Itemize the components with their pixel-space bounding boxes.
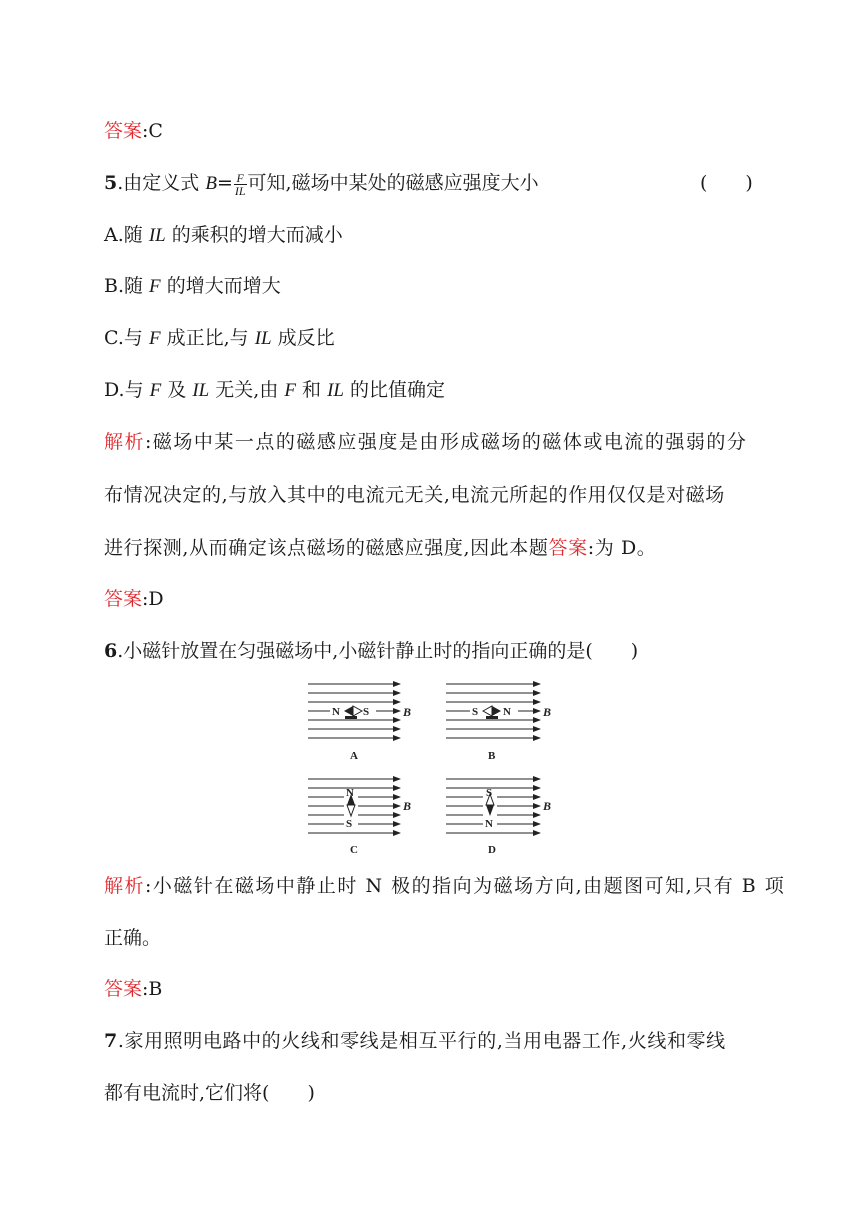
pole-label: S	[486, 787, 493, 799]
analysis-sep: :	[145, 431, 153, 453]
field-label: B	[403, 705, 412, 719]
field-label: B	[543, 799, 552, 813]
answer-label: 答案	[548, 537, 588, 559]
answer-line-c	[104, 119, 163, 143]
answer-value: D	[148, 588, 164, 610]
stem-text: .由定义式	[117, 172, 206, 194]
compass-figure	[300, 676, 570, 860]
option-variable: F	[149, 380, 162, 401]
option-text: 的乘积的增大而减小	[165, 224, 343, 246]
question-7-stem-line1	[104, 1029, 726, 1053]
option-variable: IL	[327, 380, 344, 401]
stem-text: .家用照明电路中的火线和零线是相互平行的,当用电器工作,火线和零线	[117, 1030, 726, 1052]
answer-value: C	[148, 120, 163, 142]
stem-text: 可知,磁场中某处的磁感应强度大小	[247, 172, 539, 194]
analysis-label: 解析	[104, 875, 146, 897]
analysis-label: 解析	[104, 431, 146, 453]
option-text: B.随	[104, 275, 150, 297]
question-6-stem	[104, 639, 638, 663]
option-a	[104, 223, 343, 248]
answer-label: 答案	[104, 978, 143, 1000]
option-text: 无关,由	[209, 379, 285, 401]
analysis-q6-line2: 正确。	[104, 927, 162, 949]
option-variable: IL	[192, 380, 210, 401]
question-number: 6	[104, 640, 118, 662]
answer-value: B	[148, 978, 163, 1000]
option-text: C.与	[104, 327, 149, 349]
pole-label: N	[503, 706, 511, 718]
fraction-denominator: IL	[234, 183, 246, 198]
question-number: 5	[104, 172, 118, 194]
pole-label: N	[346, 787, 354, 799]
pole-label: N	[485, 818, 493, 830]
analysis-sep: :	[145, 875, 153, 897]
option-b	[104, 274, 281, 299]
pole-label: N	[332, 706, 340, 718]
needle-base	[486, 716, 498, 719]
answer-sep: :	[142, 120, 149, 142]
panel-letter: B	[488, 750, 496, 762]
option-text: D.与	[104, 379, 150, 401]
panel-b	[446, 684, 540, 738]
formula-fraction	[234, 172, 247, 197]
panel-d	[446, 779, 540, 833]
stem-text: .小磁针放置在匀强磁场中,小磁针静止时的指向正确的是( )	[117, 640, 639, 662]
analysis-text: 小磁针在磁场中静止时 N 极的指向为磁场方向,由题图可知,只有 B 项	[152, 875, 786, 897]
analysis-text: 磁场中某一点的磁感应强度是由形成磁场的磁体或电流的强弱的分	[152, 431, 748, 453]
analysis-text: 为 D。	[594, 537, 657, 559]
needle-base	[345, 716, 357, 719]
option-variable: F	[148, 328, 161, 349]
analysis-q5-line3	[104, 536, 656, 560]
variable-b: B	[205, 173, 217, 194]
pole-label: S	[472, 706, 479, 718]
answer-label: 答案	[104, 588, 143, 610]
panel-letter: C	[350, 844, 358, 856]
option-variable: IL	[148, 225, 166, 246]
option-text: 及	[161, 379, 193, 401]
analysis-q5-line1	[104, 430, 747, 454]
option-text: 和	[295, 379, 328, 401]
option-text: 的增大而增大	[160, 275, 281, 297]
field-label: B	[543, 705, 552, 719]
panel-a	[308, 684, 400, 738]
option-text: 成反比	[271, 327, 335, 349]
answer-line-d	[104, 587, 164, 611]
answer-bracket: ( )	[700, 172, 753, 194]
answer-line-b	[104, 977, 162, 1001]
field-label: B	[403, 799, 412, 813]
answer-label: 答案	[104, 120, 143, 142]
question-5-stem	[104, 171, 539, 197]
option-variable: F	[284, 380, 296, 401]
pole-label: S	[346, 818, 353, 830]
equals-sign: =	[216, 172, 233, 194]
question-number: 7	[104, 1030, 118, 1052]
option-variable: F	[149, 276, 161, 297]
panel-letter: A	[350, 750, 358, 762]
answer-sep: :	[142, 978, 149, 1000]
option-text: 成正比,与	[160, 327, 255, 349]
option-text: A.随	[104, 224, 149, 246]
answer-sep: :	[142, 588, 149, 610]
fraction-numerator: F	[234, 172, 247, 185]
question-7-stem-line2: 都有电流时,它们将( )	[104, 1082, 315, 1104]
option-variable: IL	[254, 328, 272, 349]
pole-label: S	[363, 706, 370, 718]
panel-c	[308, 779, 400, 833]
option-text: 的比值确定	[343, 379, 446, 401]
option-d	[104, 378, 445, 403]
panel-letter: D	[488, 844, 496, 856]
analysis-q6-line1	[104, 874, 785, 898]
option-c	[104, 326, 335, 351]
analysis-sep: :	[587, 537, 595, 559]
analysis-q5-line2: 布情况决定的,与放入其中的电流元无关,电流元所起的作用仅仅是对磁场	[104, 484, 725, 506]
analysis-text: 进行探测,从而确定该点磁场的磁感应强度,因此本题	[104, 537, 549, 559]
